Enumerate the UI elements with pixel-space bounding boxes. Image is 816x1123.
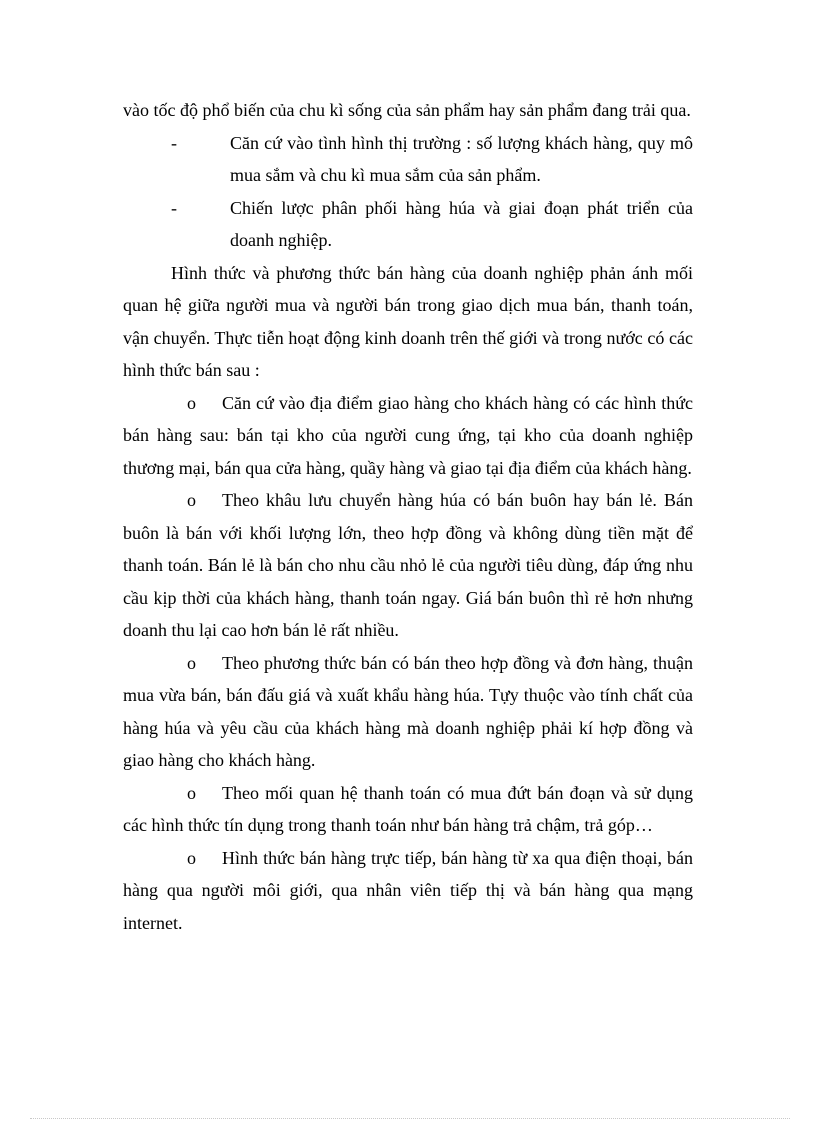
circle-list-item (123, 387, 693, 485)
circle-bullet: o (187, 847, 196, 868)
list-item-text: Hình thức bán hàng trực tiếp, bán hàng từ xa qua điện thoại, bán hàng qua người môi giới, qua nhân viên tiếp thị và bán hàng qua mạng internet. (123, 847, 693, 933)
circle-list-item (123, 484, 693, 647)
list-item-text: Căn cứ vào địa điểm giao hàng cho khách hàng có các hình thức bán hàng sau: bán tại kho của người cung ứng, tại kho của doanh nghiệp thương mại, bán qua cửa hàng, quầy hàng và giao tại địa điểm của khách hàng. (123, 392, 693, 478)
circle-list-item (123, 647, 693, 777)
circle-bullet: o (187, 392, 196, 413)
dash-bullet: - (171, 197, 177, 218)
page-footer-divider (30, 1118, 790, 1119)
circle-list-item (123, 777, 693, 842)
circle-bullet: o (187, 782, 196, 803)
paragraph-continuation: vào tốc độ phổ biến của chu kì sống của sản phẩm hay sản phẩm đang trải qua. (123, 100, 691, 120)
circle-bullet: o (187, 490, 196, 510)
list-item-text: Theo mối quan hệ thanh toán có mua đứt bán đoạn và sử dụng các hình thức tín dụng trong thanh toán như bán hàng trả chậm, trả góp… (123, 782, 693, 835)
paragraph-intro: Hình thức và phương thức bán hàng của doanh nghiệp phản ánh mối quan hệ giữa người mua và người bán trong giao dịch mua bán, thanh toán, vận chuyển. Thực tiễn hoạt động kinh doanh trên thế giới và trong nước có các hình thức bán sau : (123, 262, 693, 380)
list-item-text: Theo phương thức bán có bán theo hợp đồng và đơn hàng, thuận mua vừa bán, bán đấu giá và xuất khẩu hàng húa. Tựy thuộc vào tính chất của hàng húa và yêu cầu của khách hàng mà doanh nghiệp phải kí hợp đồng và giao hàng cho khách hàng. (123, 652, 693, 770)
circle-bullet: o (187, 652, 196, 673)
list-item-text: Căn cứ vào tình hình thị trường : số lượng khách hàng, quy mô mua sắm và chu kì mua sắm của sản phẩm. (230, 132, 693, 185)
dash-list-item (123, 192, 693, 257)
list-item-text: Chiến lược phân phối hàng húa và giai đoạn phát triển của doanh nghiệp. (230, 197, 693, 250)
dash-bullet: - (171, 132, 177, 153)
page-content (123, 94, 693, 939)
circle-list-item (123, 842, 693, 940)
list-item-text: Theo khâu lưu chuyển hàng húa có bán buôn hay bán lẻ. Bán buôn là bán với khối lượng lớn, theo hợp đồng và không dùng tiền mặt để thanh toán. Bán lẻ là bán cho nhu cầu nhỏ lẻ của người tiêu dùng, đáp ứng nhu cầu kịp thời của khách hàng, thanh toán ngay. Giá bán buôn thì rẻ hơn nhưng doanh thu lại cao hơn bán lẻ rất nhiều. (123, 490, 693, 640)
dash-list-item (123, 127, 693, 192)
